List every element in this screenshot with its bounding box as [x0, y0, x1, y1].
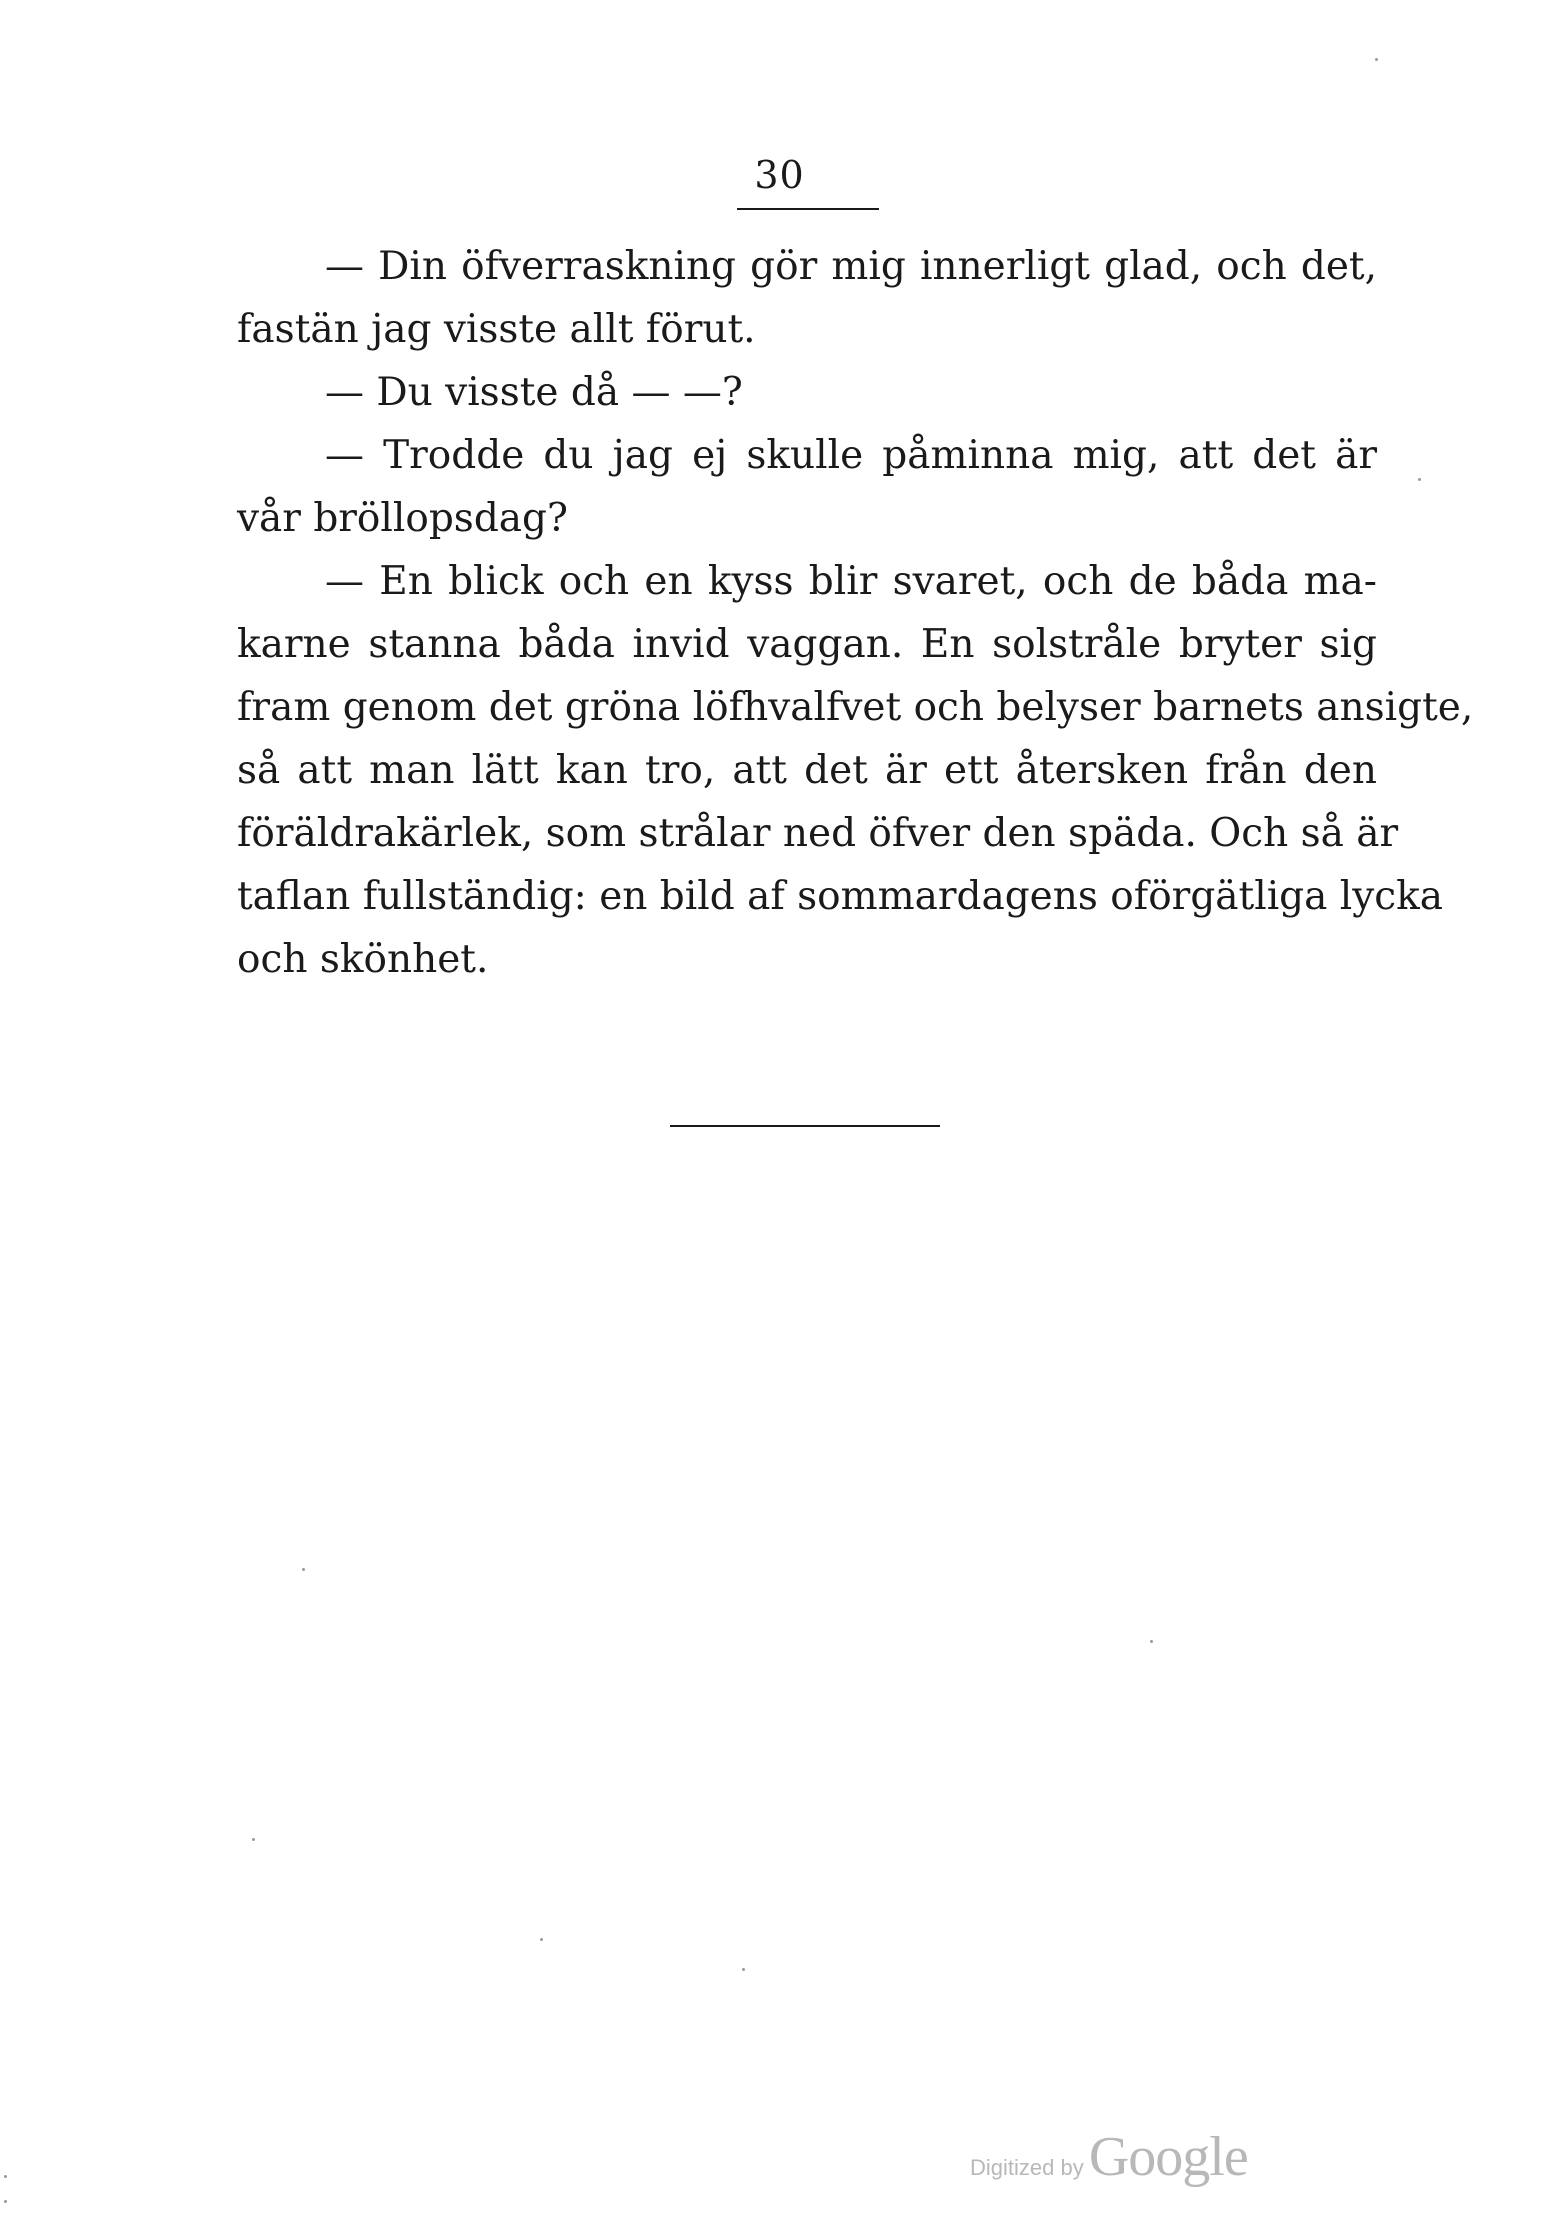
scan-speck — [302, 1568, 305, 1571]
scan-speck — [4, 2200, 7, 2203]
body-text — [237, 235, 1474, 991]
text-line: — Du visste då — —? — [325, 370, 743, 415]
page-number-underline — [737, 208, 879, 210]
scan-speck — [1150, 1640, 1153, 1643]
digitized-by-google-watermark — [970, 2125, 1248, 2189]
text-line: fastän jag visste allt förut. — [237, 307, 756, 352]
text-line: — Trodde du jag ej skulle påminna mig, att det är — [325, 433, 1377, 478]
text-line: så att man lätt kan tro, att det är ett återsken från den — [237, 748, 1377, 793]
scan-speck — [540, 1938, 543, 1941]
scan-speck — [252, 1838, 255, 1841]
scan-speck — [742, 1968, 745, 1971]
text-line: — En blick och en kyss blir svaret, och de båda ma- — [325, 559, 1377, 604]
text-line: — Din öfverraskning gör mig innerligt glad, och det, — [325, 244, 1377, 289]
google-logo: Google — [1088, 2126, 1248, 2188]
text-line: vår bröllopsdag? — [237, 496, 568, 541]
text-line: taflan fullständig: en bild af sommardagens oförgätliga lycka — [237, 874, 1444, 919]
scan-speck — [1418, 478, 1421, 481]
end-rule — [670, 1125, 940, 1127]
watermark-prefix: Digitized by — [970, 2155, 1084, 2180]
text-line: föräldrakärlek, som strålar ned öfver den späda. Och så är — [237, 811, 1399, 856]
scan-speck — [1375, 58, 1378, 61]
text-line: fram genom det gröna löfhvalfvet och belyser barnets ansigte, — [237, 685, 1474, 730]
scan-speck — [4, 2175, 7, 2178]
text-line: och skönhet. — [237, 937, 489, 982]
page-number: 30 — [754, 153, 805, 197]
text-line: karne stanna båda invid vaggan. En solstråle bryter sig — [237, 622, 1377, 667]
